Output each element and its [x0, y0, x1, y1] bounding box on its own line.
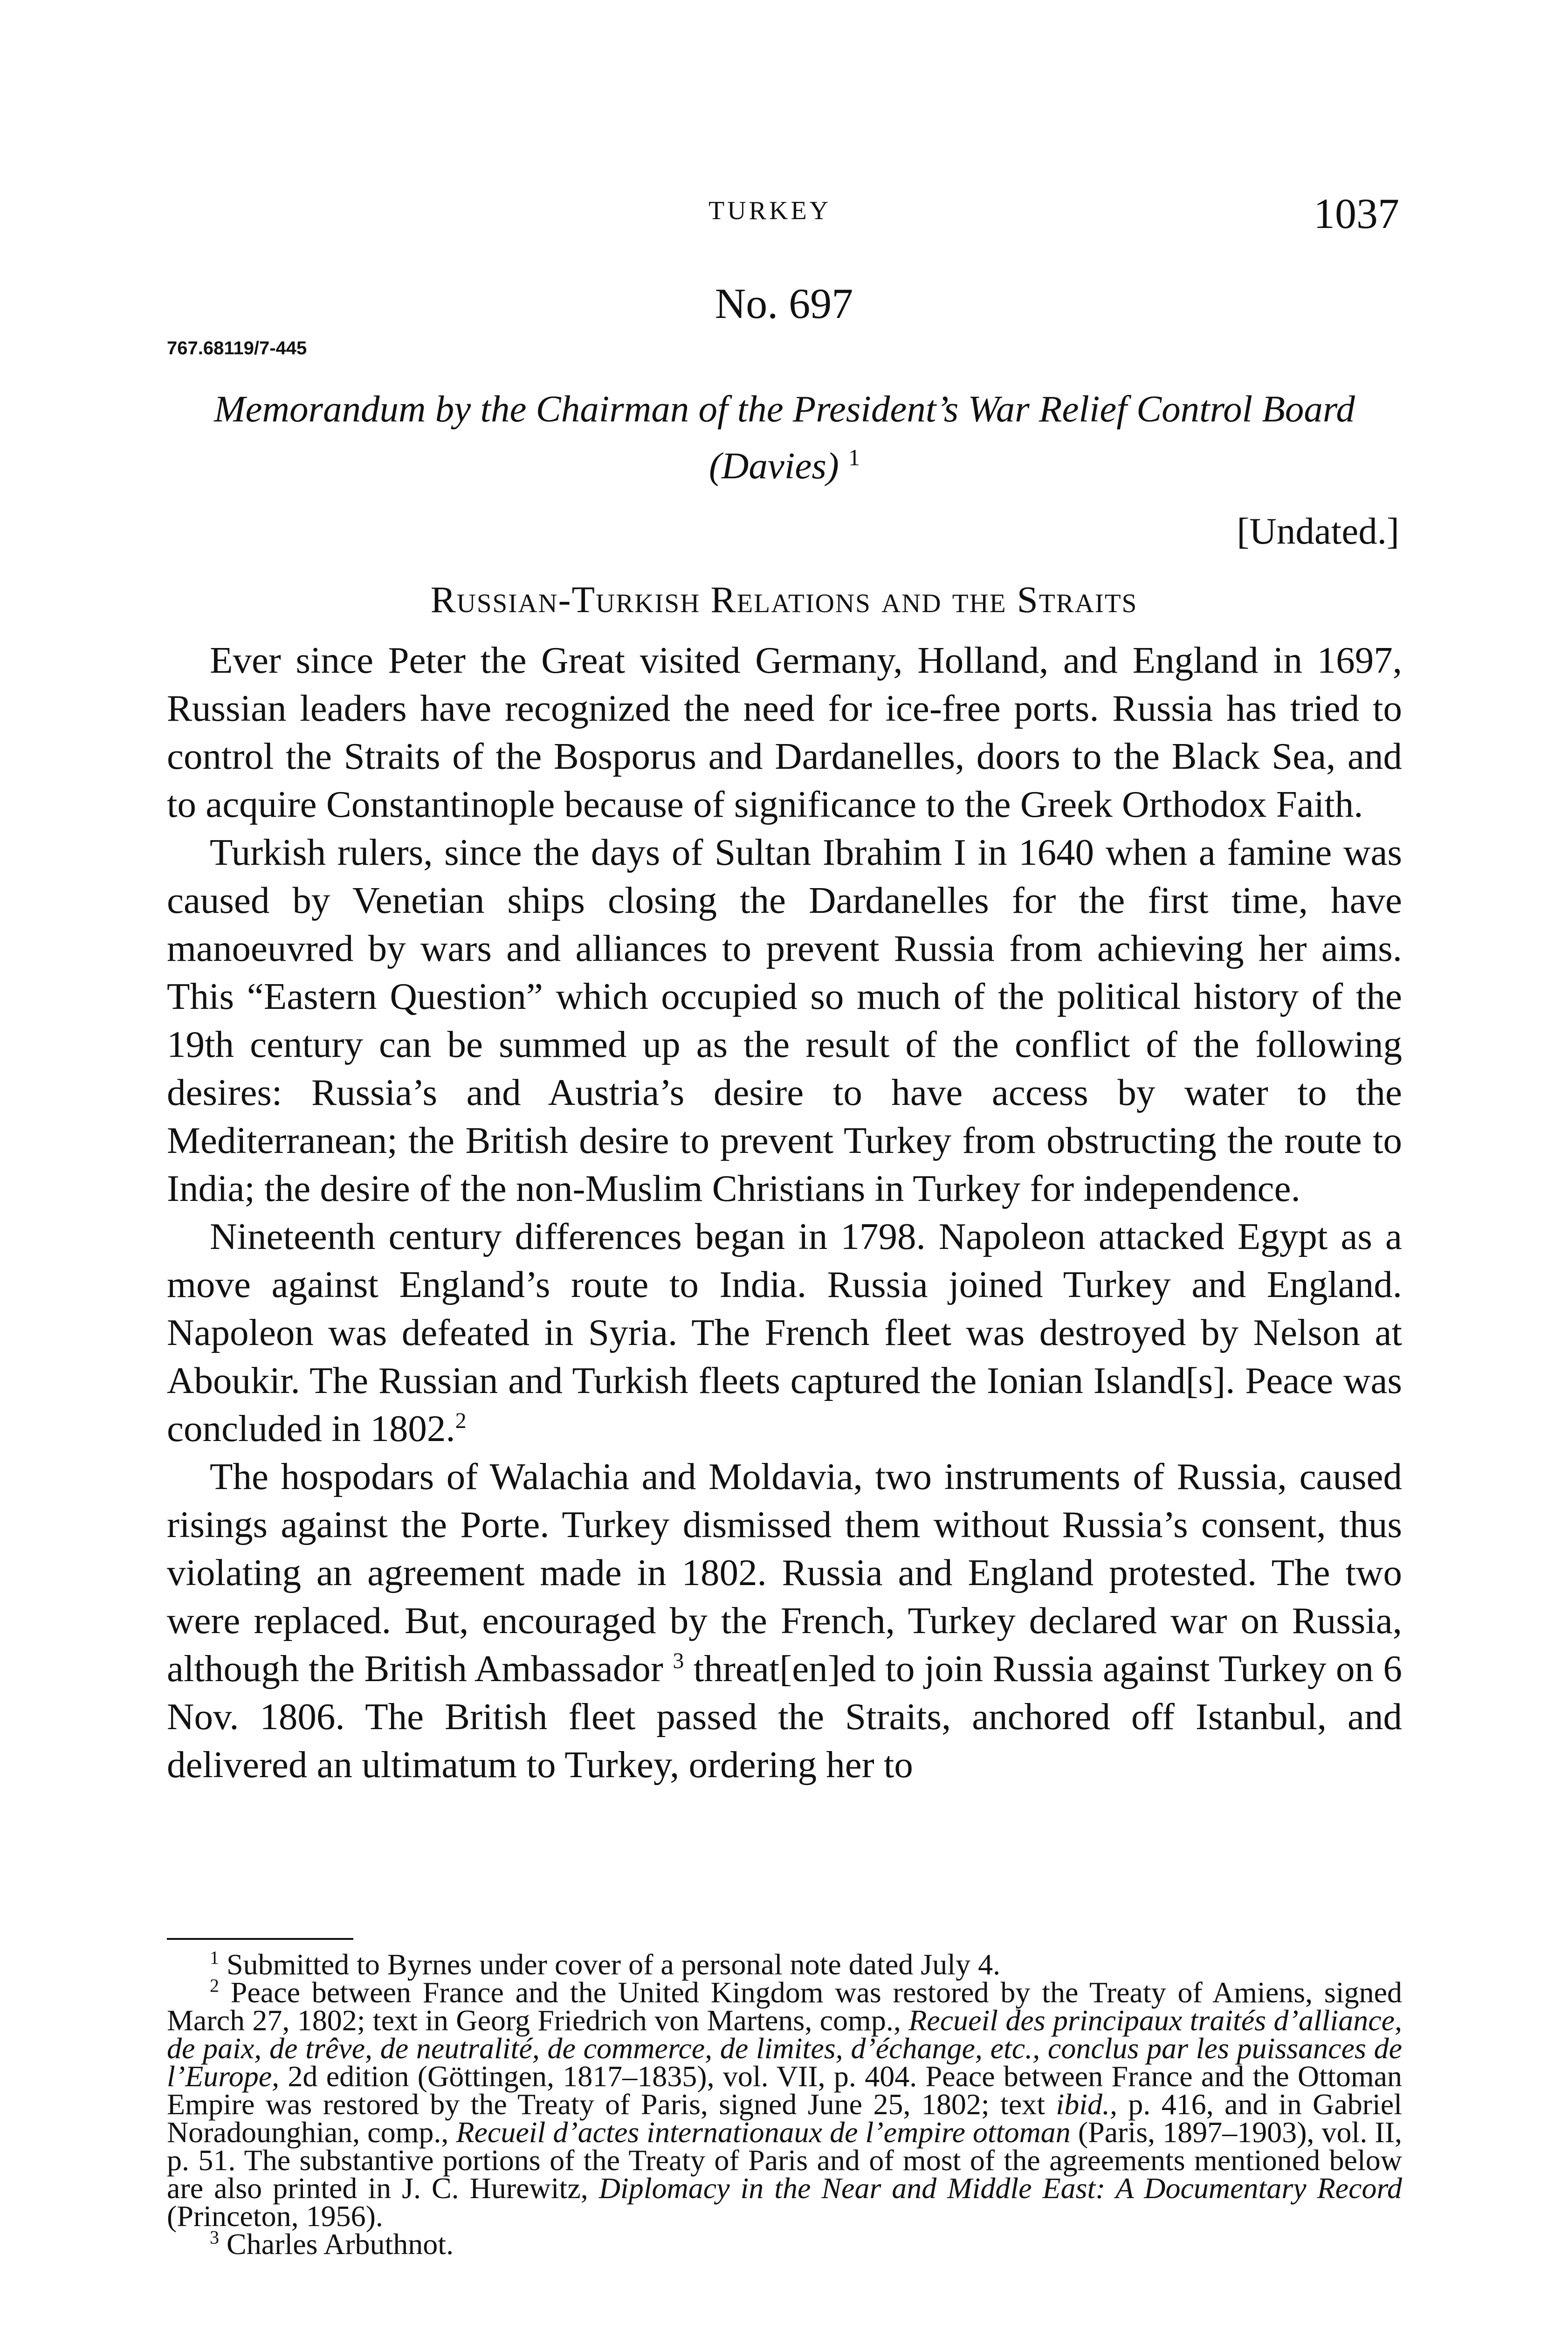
footnote-2-text-a: Peace between France and the United Kingdom was restored by the Treaty of Amiens, signed March 27, 1802; text in Georg Friedrich von Martens, comp.,	[167, 1976, 1403, 2037]
footnote-2-text-c: p. 416, and in Gabriel Noradounghian, comp.,	[167, 2088, 1403, 2149]
footnote-2-text-d: (Paris, 1897–1903), vol. II, p. 51. The substantive portions of the Treaty of Paris and of most of the agreements mentioned below are also printed in J. C. Hurewitz,	[167, 2116, 1403, 2205]
document-title-text: Memorandum by the Chairman of the President’s War Relief Control Board (Davies)	[214, 388, 1355, 487]
footnote-ref-3: 3	[673, 1648, 684, 1673]
footnote-3	[167, 2227, 1402, 2261]
file-number: 767.68119/7-445	[167, 338, 307, 359]
paragraph-2: Turkish rulers, since the days of Sultan Ibrahim I in 1640 when a famine was caused by Venetian ships closing the Dardanelles for the first time, have manoeuvred by wars and alliances to prevent Russia from achieving her aims. This “Eastern Question” which occupied so much of the political history of the 19th century can be summed up as the result of the conflict of the following desires: Russia’s and Austria’s desire to have access by water to the Mediterranean; the British desire to prevent Turkey from obstructing the route to India; the desire of the non-Muslim Christians in Turkey for independence.	[167, 831, 1402, 1209]
paragraph-4-text-b: threat[en]ed to join Russia against Turkey on 6 Nov. 1806. The British fleet passed the Straits, anchored off Istanbul, and delivered an ultimatum to Turkey, ordering her to	[167, 1648, 1403, 1786]
footnote-3-text: Charles Arbuthnot.	[227, 2228, 454, 2261]
footnote-3-mark: 3	[210, 2227, 219, 2248]
footnote-2-title-3: Diplomacy in the Near and Middle East: A Documentary Record	[598, 2172, 1403, 2205]
footnote-2-text-b: 2d edition (Göttingen, 1817–1835), vol. VII, p. 404. Peace between France and the Ottoman Empire was restored by the Treaty of Paris, signed June 25, 1802; text	[167, 2060, 1402, 2121]
page-number: 1037	[1314, 190, 1399, 237]
document-title	[167, 385, 1402, 490]
footnote-2-title-2: Recueil d’actes internationaux de l’empire ottoman	[456, 2116, 1071, 2149]
running-head: TURKEY	[708, 196, 832, 225]
title-footnote-mark: 1	[848, 444, 860, 470]
paragraph-3	[167, 1213, 1402, 1453]
body-text	[167, 636, 1402, 1789]
footnote-2-text-e: (Princeton, 1956).	[167, 2200, 383, 2233]
paragraph-1: Ever since Peter the Great visited Germany, Holland, and England in 1697, Russian leaders have recognized the need for ice-free ports. Russia has tried to control the Straits of the Bosporus and Dardanelles, doors to the Black Sea, and to acquire Constantinople because of significance to the Greek Orthodox Faith.	[167, 639, 1402, 825]
footnote-2-title-1: Recueil des principaux traités d’alliance, de paix, de trêve, de neutralité, de commerce, de limites, d’échange, etc., conclus par les puissances de l’Europe,	[167, 2004, 1403, 2093]
footnote-1-mark: 1	[210, 1947, 219, 1968]
footnote-divider	[167, 1938, 353, 1940]
paragraph-4	[167, 1453, 1402, 1789]
footnote-1	[167, 1947, 1402, 1981]
paragraph-3-text: Nineteenth century differences began in 1798. Napoleon attacked Egypt as a move against England’s route to India. Russia joined Turkey and England. Napoleon was defeated in Syria. The French fleet was destroyed by Nelson at Aboukir. The Russian and Turkish fleets captured the Ionian Island[s]. Peace was concluded in 1802.	[167, 1215, 1402, 1449]
footnote-2-mark: 2	[210, 1975, 219, 1996]
document-number: No. 697	[715, 280, 853, 327]
footnote-1-text: Submitted to Byrnes under cover of a personal note dated July 4.	[227, 1948, 1001, 1981]
footnote-2	[167, 1975, 1403, 2233]
footnotes	[167, 1947, 1403, 2261]
footnote-ref-2: 2	[455, 1408, 467, 1433]
date-line: [Undated.]	[1237, 510, 1399, 552]
footnote-2-ibid: ibid.,	[1056, 2088, 1117, 2121]
paragraph-4-text-a: The hospodars of Walachia and Moldavia, two instruments of Russia, caused risings against the Porte. Turkey dismissed them without Russia’s consent, thus violating an agreement made in 1802. Russia and England protested. The two were replaced. But, encouraged by the French, Turkey declared war on Russia, although the British Ambassador	[167, 1455, 1402, 1690]
subject-heading: Russian-Turkish Relations and the Straits	[430, 579, 1138, 621]
